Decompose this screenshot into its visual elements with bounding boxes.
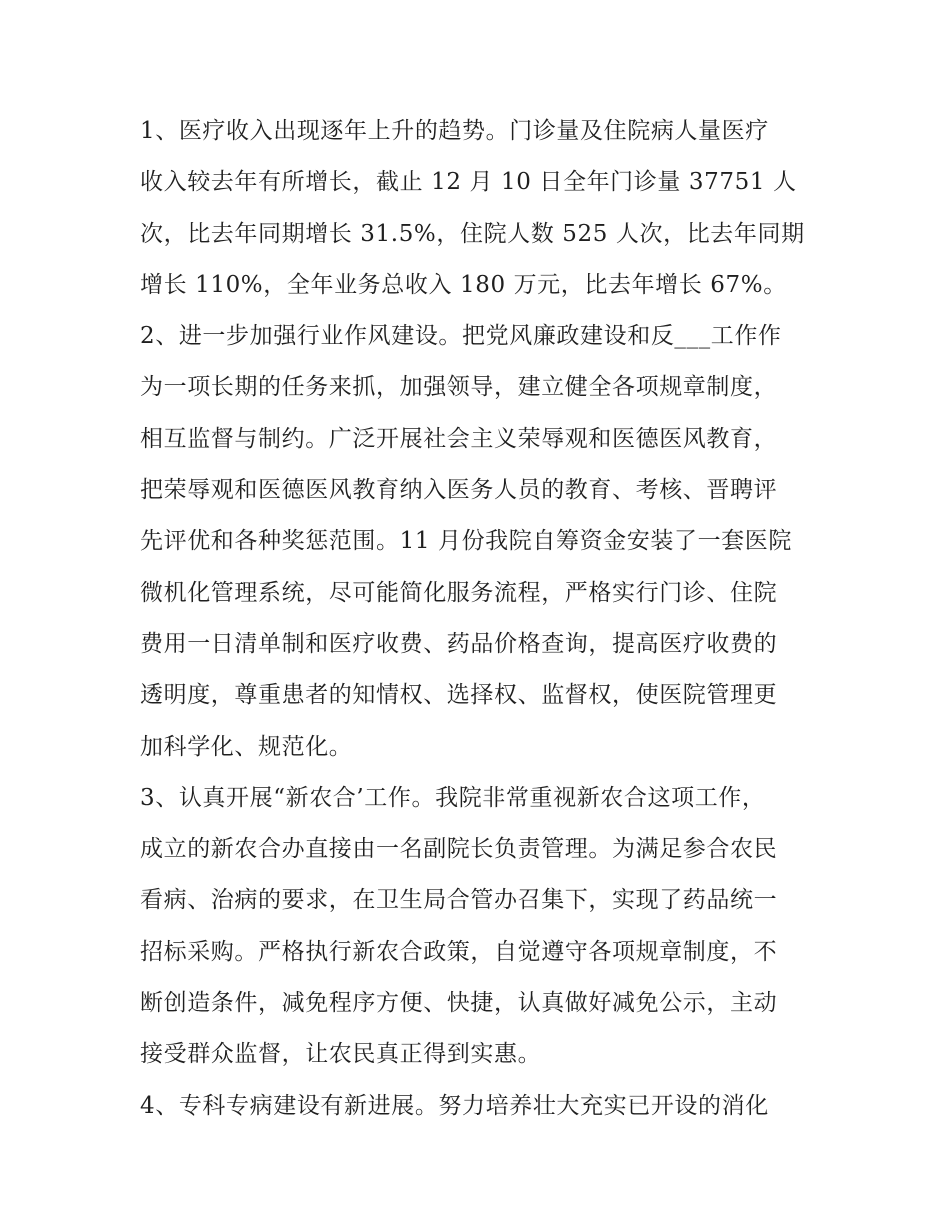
text-line: 先评优和各种奖惩范围。11 月份我院自筹资金安装了一套医院 bbox=[140, 528, 792, 555]
text-line: 1、医疗收入出现逐年上升的趋势。门诊量及住院病人量医疗 bbox=[140, 118, 769, 144]
text-line: 费用一日清单制和医疗收费、药品价格查询，提高医疗收费的 bbox=[140, 630, 778, 657]
text-line: 加科学化、规范化。 bbox=[140, 733, 353, 760]
text-line: 微机化管理系统，尽可能简化服务流程，严格实行门诊、住院 bbox=[140, 579, 778, 606]
text-line: 接受群众监督，让农民真正得到实惠。 bbox=[140, 1041, 542, 1068]
text-line: 成立的新农合办直接由一名副院长负责管理。为满足参合农民 bbox=[140, 836, 778, 863]
text-line: 2、进一步加强行业作风建设。把党风廉政建设和反___工作作 bbox=[140, 323, 782, 350]
text-line: 收入较去年有所增长，截止 12 月 10 日全年门诊量 37751 人 bbox=[140, 169, 797, 196]
text-line: 为一项长期的任务来抓，加强领导，建立健全各项规章制度， bbox=[140, 374, 778, 401]
text-line: 3、认真开展“新农合’工作。我院非常重视新农合这项工作， bbox=[140, 784, 766, 811]
text-line: 次，比去年同期增长 31.5%，住院人数 525 人次，比去年同期 bbox=[140, 220, 805, 247]
text-line: 断创造条件，减免程序方便、快捷，认真做好减免公示，主动 bbox=[140, 990, 778, 1017]
text-line: 增长 110%，全年业务总收入 180 万元，比去年增长 67%。 bbox=[140, 271, 787, 298]
text-line: 相互监督与制约。广泛开展社会主义荣辱观和医德医风教育， bbox=[140, 425, 778, 452]
text-line: 4、专科专病建设有新进展。努力培养壮大充实已开设的消化 bbox=[140, 1092, 769, 1119]
text-line: 招标采购。严格执行新农合政策，自觉遵守各项规章制度，不 bbox=[140, 938, 778, 965]
text-line: 透明度，尊重患者的知情权、选择权、监督权，使医院管理更 bbox=[140, 682, 778, 709]
text-line: 看病、治病的要求，在卫生局合管办召集下，实现了药品统一 bbox=[140, 887, 778, 914]
document-body bbox=[140, 106, 820, 1132]
text-line: 把荣辱观和医德医风教育纳入医务人员的教育、考核、晋聘评 bbox=[140, 477, 778, 504]
